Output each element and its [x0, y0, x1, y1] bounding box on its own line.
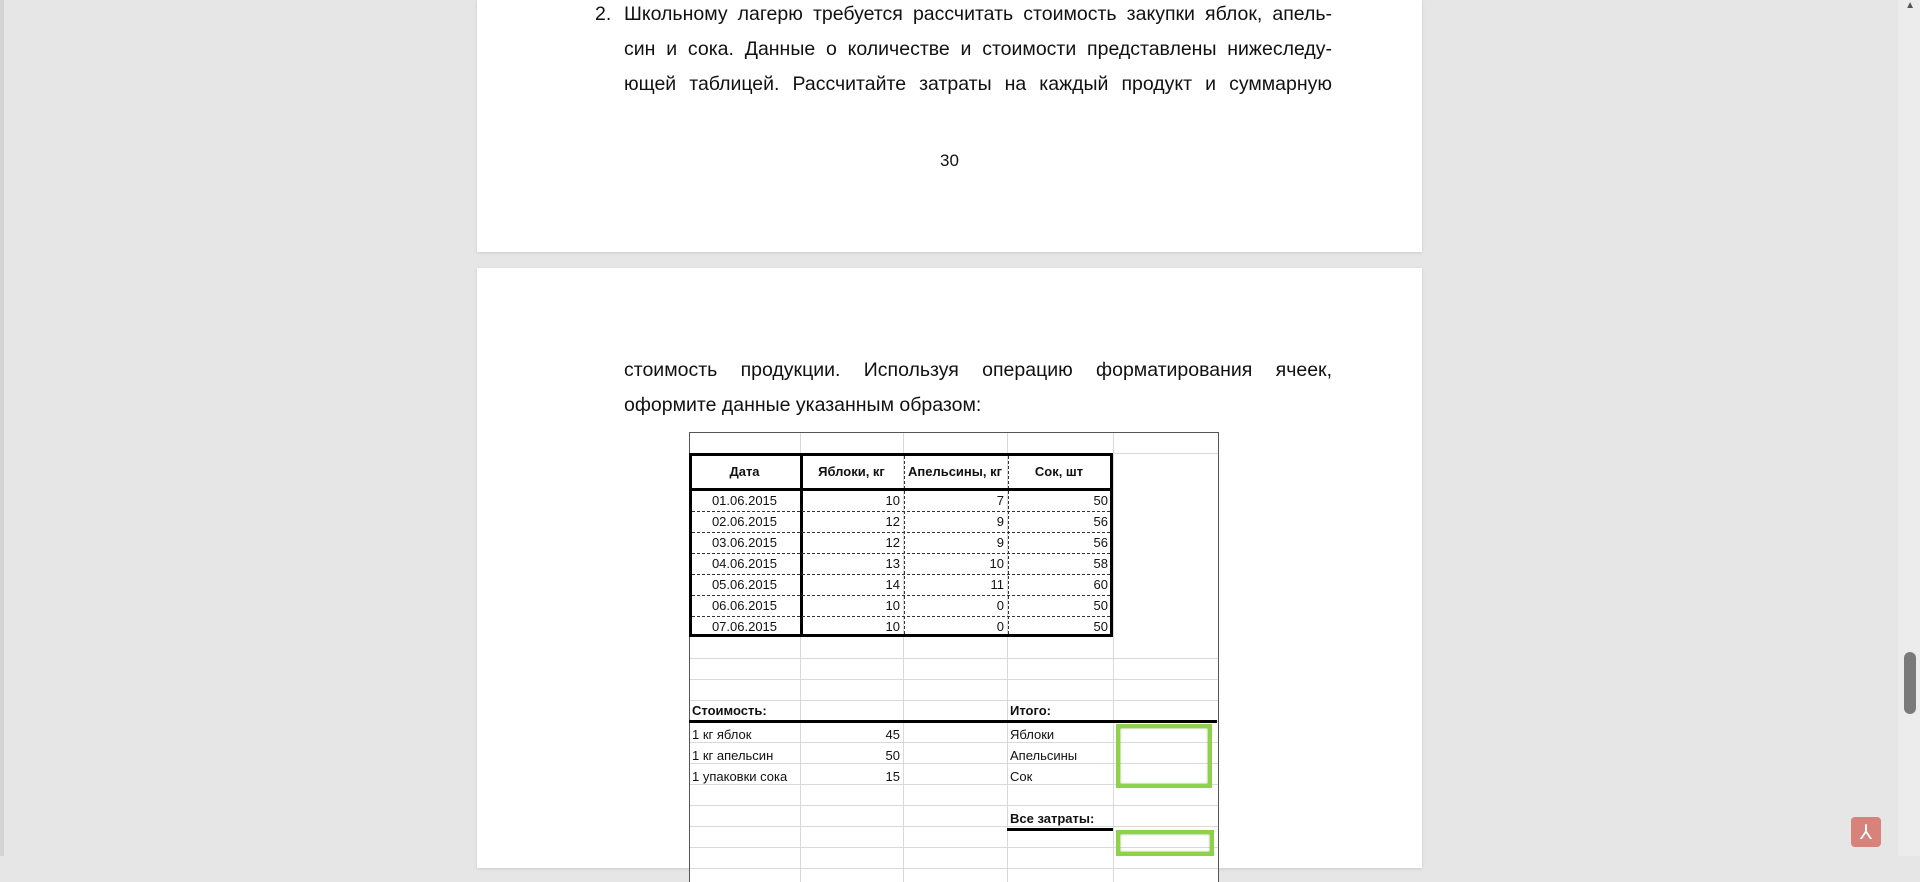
all-costs-label: Все затраты:	[1010, 811, 1095, 826]
cell-juice: 56	[1093, 514, 1108, 529]
cost-juice-value: 15	[885, 769, 900, 784]
cell-juice: 50	[1093, 493, 1108, 508]
cell-juice: 60	[1093, 577, 1108, 592]
cell-apples: 14	[885, 577, 900, 592]
cell-date: 05.06.2015	[711, 577, 778, 592]
cell-apples: 10	[885, 619, 900, 634]
cell-oranges: 7	[996, 493, 1004, 508]
acrobat-icon[interactable]	[1851, 817, 1881, 847]
totals-highlight-box	[1116, 724, 1212, 788]
paragraph-line-3: ющей таблицей. Рассчитайте затраты на каждый продукт и суммарную	[624, 73, 1332, 95]
cell-apples: 10	[885, 598, 900, 613]
left-edge	[0, 0, 4, 856]
paragraph-line-1: Школьному лагерю требуется рассчитать стоимость закупки яблок, апель-	[624, 3, 1332, 25]
cost-apples-label: 1 кг яблок	[692, 727, 752, 742]
cell-apples: 13	[885, 556, 900, 571]
cell-date: 07.06.2015	[711, 619, 778, 634]
paragraph-line-2: син и сока. Данные о количестве и стоимости представлены нижеследу-	[624, 38, 1332, 60]
cell-oranges: 9	[996, 514, 1004, 529]
cell-date: 01.06.2015	[711, 493, 778, 508]
cell-date: 04.06.2015	[711, 556, 778, 571]
total-label: Итого:	[1010, 703, 1051, 718]
list-item-number: 2.	[595, 3, 612, 25]
cost-oranges-label: 1 кг апельсин	[692, 748, 774, 763]
cell-juice: 50	[1093, 619, 1108, 634]
scroll-up-icon[interactable]: ▲	[1905, 0, 1915, 11]
cell-apples: 10	[885, 493, 900, 508]
cell-oranges: 0	[996, 619, 1004, 634]
cell-apples: 12	[885, 535, 900, 550]
cell-oranges: 0	[996, 598, 1004, 613]
header-oranges: Апельсины, кг	[907, 464, 1003, 479]
page-number: 30	[940, 151, 959, 170]
total-oranges-label: Апельсины	[1010, 748, 1078, 763]
paragraph-line-5: оформите данные указанным образом:	[624, 394, 982, 416]
cell-date: 02.06.2015	[711, 514, 778, 529]
header-apples: Яблоки, кг	[818, 464, 885, 479]
acrobat-glyph: ⅄	[1859, 821, 1873, 844]
cell-date: 06.06.2015	[711, 598, 778, 613]
cost-juice-label: 1 упаковки сока	[692, 769, 788, 784]
header-date: Дата	[729, 464, 760, 479]
cell-juice: 56	[1093, 535, 1108, 550]
cell-date: 03.06.2015	[711, 535, 778, 550]
cost-label: Стоимость:	[692, 703, 767, 718]
paragraph-line-4: стоимость продукции. Используя операцию форматирования ячеек,	[624, 359, 1332, 381]
document-page-2	[477, 268, 1422, 868]
vertical-scrollbar[interactable]	[1898, 0, 1920, 856]
cell-oranges: 10	[989, 556, 1004, 571]
document-page-1	[477, 0, 1422, 252]
cell-juice: 50	[1093, 598, 1108, 613]
total-apples-label: Яблоки	[1010, 727, 1055, 742]
cell-juice: 58	[1093, 556, 1108, 571]
total-juice-label: Сок	[1010, 769, 1033, 784]
all-costs-highlight-box	[1116, 830, 1214, 856]
cell-oranges: 9	[996, 535, 1004, 550]
cost-apples-value: 45	[885, 727, 900, 742]
header-juice: Сок, шт	[1034, 464, 1084, 479]
cell-apples: 12	[885, 514, 900, 529]
cost-oranges-value: 50	[885, 748, 900, 763]
scroll-thumb[interactable]	[1904, 652, 1916, 714]
cell-oranges: 11	[990, 577, 1004, 592]
spreadsheet-image	[689, 432, 1219, 882]
